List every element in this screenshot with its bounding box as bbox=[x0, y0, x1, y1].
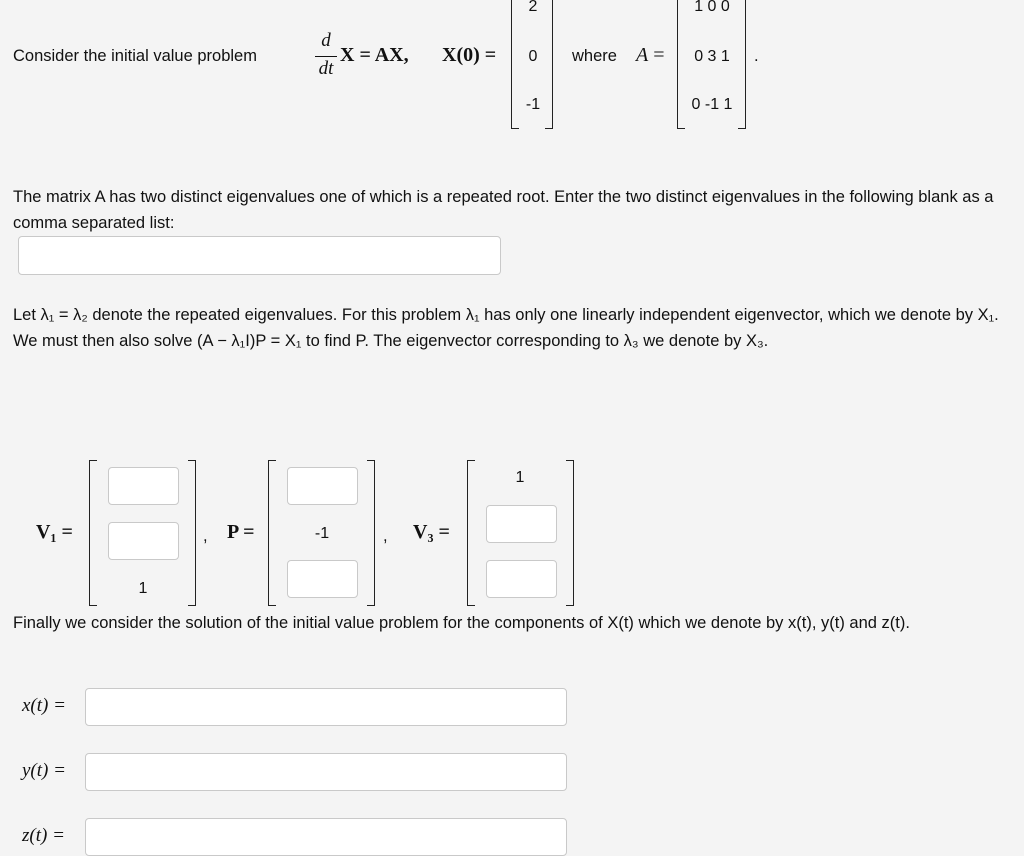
y-label: y(t) = bbox=[22, 760, 66, 781]
v3-entry-1: 1 bbox=[515, 469, 525, 486]
ode-equation: X = AX, bbox=[340, 44, 409, 66]
x0-entry-3: -1 bbox=[525, 96, 541, 113]
intro-prefix: Consider the initial value problem bbox=[13, 47, 257, 65]
a-row-1: 1 0 0 bbox=[694, 0, 730, 15]
x0-entry-1: 2 bbox=[528, 0, 538, 15]
y-solution-input[interactable] bbox=[85, 753, 567, 791]
z-label: z(t) = bbox=[22, 825, 65, 846]
v1-entry-3: 1 bbox=[138, 580, 148, 597]
comma-1: , bbox=[203, 527, 208, 545]
p-entry-1-input[interactable] bbox=[287, 467, 358, 505]
x-solution-input[interactable] bbox=[85, 688, 567, 726]
v1-bracket-left bbox=[89, 460, 97, 606]
a-row-2: 0 3 1 bbox=[694, 48, 730, 65]
eigenvalues-input[interactable] bbox=[18, 236, 501, 275]
comma-2: , bbox=[383, 527, 388, 545]
p-bracket-right bbox=[367, 460, 375, 606]
p-label: P = bbox=[227, 521, 255, 543]
x0-label: X(0) = bbox=[442, 44, 497, 66]
z-solution-input[interactable] bbox=[85, 818, 567, 856]
derivative-denominator: dt bbox=[318, 58, 334, 79]
where-text: where bbox=[572, 47, 617, 65]
intro-period: . bbox=[754, 47, 759, 65]
v1-entry-2-input[interactable] bbox=[108, 522, 179, 560]
v3-bracket-left bbox=[467, 460, 475, 606]
a-row-3: 0 -1 1 bbox=[691, 96, 733, 113]
a-label: A = bbox=[636, 44, 665, 66]
v1-label: V₁ = bbox=[36, 521, 73, 543]
v1-bracket-right bbox=[188, 460, 196, 606]
v3-label: V₃ = bbox=[413, 521, 450, 543]
fraction-bar bbox=[315, 56, 337, 57]
p-entry-2: -1 bbox=[314, 525, 330, 542]
q2-text: Let λ₁ = λ₂ denote the repeated eigenvalues. For this problem λ₁ has only one linearly independent eigenvector, which we denote by X₁. We must then also solve (A − λ₁I)P = X₁ to find P. The eigenvector corresponding to λ₃ we denote by X₃. bbox=[13, 306, 999, 350]
v3-entry-2-input[interactable] bbox=[486, 505, 557, 543]
x0-entry-2: 0 bbox=[528, 48, 538, 65]
v3-bracket-right bbox=[566, 460, 574, 606]
v1-entry-1-input[interactable] bbox=[108, 467, 179, 505]
v3-entry-3-input[interactable] bbox=[486, 560, 557, 598]
q3-text: Finally we consider the solution of the initial value problem for the components of X(t) which we denote by x(t), y(t) and z(t). bbox=[13, 614, 910, 632]
x-label: x(t) = bbox=[22, 695, 66, 716]
p-bracket-left bbox=[268, 460, 276, 606]
derivative-numerator: d bbox=[321, 30, 331, 51]
q1-text: The matrix A has two distinct eigenvalues one of which is a repeated root. Enter the two distinct eigenvalues in the following blank as a comma separated list: bbox=[13, 188, 994, 232]
p-entry-3-input[interactable] bbox=[287, 560, 358, 598]
